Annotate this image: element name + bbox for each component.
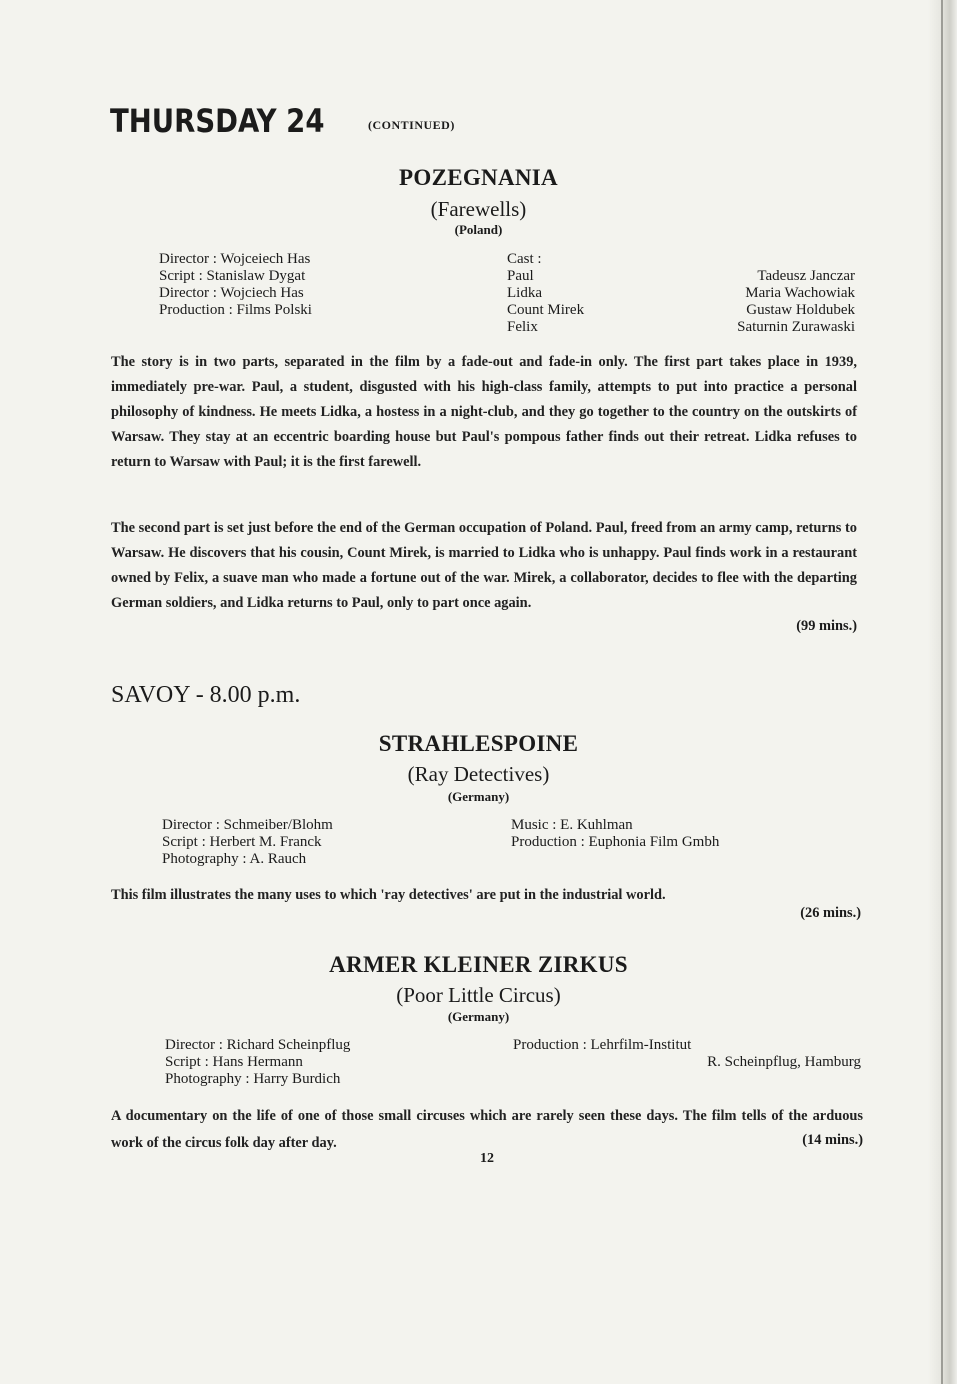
cast-actor: Gustaw Holdubek xyxy=(746,302,855,318)
film-credits xyxy=(159,251,312,319)
day-heading xyxy=(110,102,455,140)
film-english-title: (Farewells) xyxy=(430,197,527,221)
continued-label: (CONTINUED) xyxy=(368,118,455,132)
credit-line: Script : Stanislaw Dygat xyxy=(159,268,306,284)
film-title: POZEGNANIA xyxy=(399,165,558,190)
cast-role: Lidka xyxy=(507,285,542,301)
film-country: (Poland) xyxy=(454,222,503,237)
synopsis-paragraph xyxy=(111,516,857,616)
film-country: (Germany) xyxy=(447,789,510,804)
synopsis-text: The second part is set just before the end of the German occupation of Poland. Paul, freed from an army camp, returns to Warsaw. He discovers that his cousin, Count Mirek, is married to Lidka who is unhappy. Paul finds work in a restaurant owned by Felix, a suave man who made a fortune out of the war. Mirek, a collaborator, decides to flee with the departing German soldiers, and Lidka returns to Paul, only to part once again. xyxy=(111,520,857,611)
cast-role: Felix xyxy=(507,319,538,335)
synopsis-paragraph: A documentary on the life of one of those small circuses which are rarely seen these days. The film tells of the arduous work of the circus folk day after day. xyxy=(111,1108,863,1151)
film-english-title: (Ray Detectives) xyxy=(407,762,550,786)
credit-line: Production : Euphonia Film Gmbh xyxy=(511,834,720,850)
film-credits xyxy=(162,817,333,868)
credit-line: Director : Richard Scheinpflug xyxy=(165,1037,351,1053)
synopsis-paragraph: This film illustrates the many uses to which 'ray detectives' are put in the industrial world. xyxy=(111,887,666,903)
cast-actor: Maria Wachowiak xyxy=(745,285,855,301)
film-english-title: (Poor Little Circus) xyxy=(396,983,561,1007)
page-number: 12 xyxy=(480,1151,494,1166)
film-credits-right xyxy=(511,817,719,851)
cast-roles xyxy=(507,251,584,336)
cast-actor: Saturnin Zurawaski xyxy=(737,319,855,335)
credit-line: Production : Films Polski xyxy=(159,302,312,318)
credit-line: Director : Wojciech Has xyxy=(159,285,304,301)
credit-line: Director : Schmeiber/Blohm xyxy=(162,817,333,833)
credit-line: Director : Wojceiech Has xyxy=(159,251,311,267)
venue-heading: SAVOY - 8.00 p.m. xyxy=(111,682,301,708)
cast-role: Count Mirek xyxy=(507,302,585,318)
synopsis-paragraph: The story is in two parts, separated in the film by a fade-out and fade-in only. The first part takes place in 1939, immediately pre-war. Paul, a student, disgusted with his high-class family, attempts to put into practice a personal philosophy of kindness. He meets Lidka, a hostess in a night-club, and they go together to the country on the outskirts of Warsaw. They stay at an eccentric boarding house but Paul's pompous father finds out their retreat. Lidka refuses to return to Warsaw with Paul; it is the first farewell. xyxy=(111,354,857,470)
film-country: (Germany) xyxy=(447,1009,510,1024)
film-duration: (26 mins.) xyxy=(800,905,861,921)
cast-label: Cast : xyxy=(507,251,542,267)
cast-actor: Tadeusz Janczar xyxy=(757,268,855,284)
credit-line: Script : Herbert M. Franck xyxy=(162,834,322,850)
credit-line: R. Scheinpflug, Hamburg xyxy=(707,1054,861,1070)
film-credits-right-cont xyxy=(707,1054,861,1071)
credit-line: Script : Hans Hermann xyxy=(165,1054,303,1070)
film-title: ARMER KLEINER ZIRKUS xyxy=(329,952,628,977)
cast-actors xyxy=(737,268,855,336)
credit-line: Photography : A. Rauch xyxy=(162,851,307,867)
credit-line: Music : E. Kuhlman xyxy=(511,817,633,833)
film-title: STRAHLESPOINE xyxy=(378,731,579,756)
film-credits xyxy=(165,1037,350,1088)
day-title: THURSDAY 24 xyxy=(110,102,325,140)
cast-role: Paul xyxy=(507,268,534,284)
credit-line: Production : Lehrfilm-Institut xyxy=(513,1037,692,1053)
film-duration: (14 mins.) xyxy=(802,1132,863,1148)
film-credits-right xyxy=(513,1037,691,1054)
film-duration: (99 mins.) xyxy=(796,618,857,634)
credit-line: Photography : Harry Burdich xyxy=(165,1071,341,1087)
